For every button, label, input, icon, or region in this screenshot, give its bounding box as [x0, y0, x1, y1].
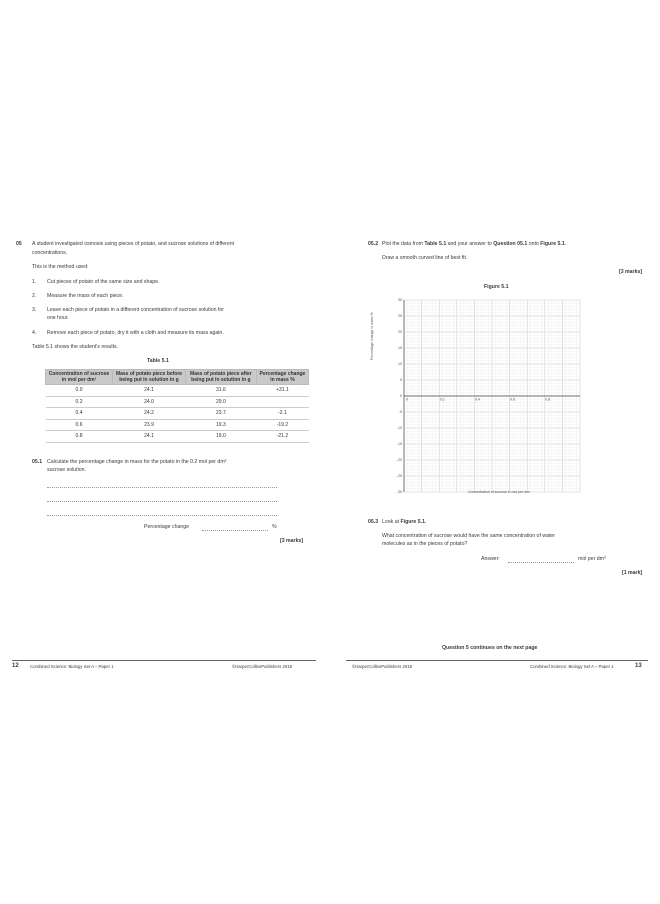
- subquestion-text: [382, 241, 566, 248]
- page-number: 13: [635, 663, 642, 669]
- marks: [3 marks]: [280, 538, 304, 544]
- step-text: Remove each piece of potato, dry it with a cloth and measure its mass again.: [47, 330, 224, 336]
- text-run: .: [564, 241, 567, 247]
- y-tick-label: 10: [398, 362, 402, 367]
- answer-line[interactable]: [202, 530, 268, 531]
- y-axis-label: Percentage change in mass %: [370, 312, 374, 360]
- footer-copyright: ©HarperCollinsPublishers 2018: [352, 664, 413, 669]
- table-cell: 0.8: [46, 431, 113, 443]
- y-tick-label: 5: [400, 378, 402, 383]
- subquestion-text-cont: What concentration of sucrose would have the same concentration of water: [382, 533, 556, 539]
- text-run: .: [424, 519, 427, 525]
- subquestion-text: [382, 519, 426, 526]
- table-cell: 0.0: [46, 385, 113, 397]
- table-cell: 29.0: [185, 396, 256, 408]
- answer-line[interactable]: [508, 562, 574, 563]
- y-tick-label: 25: [398, 314, 402, 319]
- answer-label: Answer:: [481, 556, 500, 562]
- y-tick-label: -5: [398, 410, 402, 415]
- x-tick-label: 0.4: [474, 397, 480, 402]
- table-header: Concentration of sucrose in mol per dm³: [46, 370, 113, 385]
- y-tick-label: 30: [398, 298, 402, 303]
- table-row: [46, 431, 309, 443]
- table-row: [46, 408, 309, 420]
- footer-copyright: ©HarperCollinsPublishers 2018: [232, 664, 293, 669]
- answer-unit: %: [272, 524, 277, 530]
- table-cell: 24.0: [113, 396, 186, 408]
- marks: [1 mark]: [622, 570, 643, 576]
- subquestion-text-cont: Draw a smooth curved line of best fit.: [382, 255, 468, 261]
- table-cell-blank[interactable]: [256, 396, 308, 408]
- table-cell: -2.1: [256, 408, 308, 420]
- text-run-bold: Question 05.1: [493, 241, 528, 247]
- figure-title: Figure 5.1: [484, 284, 509, 290]
- step-text: Leave each piece of potato in a different concentration of sucrose solution for: [47, 307, 224, 313]
- y-tick-label: -10: [396, 426, 402, 431]
- results-intro: Table 5.1 shows the student's results.: [32, 344, 119, 350]
- subquestion-text-cont: sucrose solution.: [47, 467, 86, 473]
- subquestion-text: Calculate the percentage change in mass for the potato in the 0.2 mol per dm³: [47, 459, 227, 465]
- intro-text-cont: concentrations.: [32, 250, 68, 256]
- table-header: Percentage change in mass %: [256, 370, 308, 385]
- table-row: [46, 396, 309, 408]
- y-tick-label: 15: [398, 346, 402, 351]
- footer-title: Combined Science: Biology Set A – Paper 1: [530, 664, 614, 669]
- footer-rule: [12, 660, 316, 661]
- step-text-cont: one hour.: [47, 315, 69, 321]
- table-cell: -21.2: [256, 431, 308, 443]
- table-cell: 24.1: [113, 385, 186, 397]
- table-cell: -19.2: [256, 419, 308, 431]
- text-run-bold: Figure 5.1: [540, 241, 565, 247]
- table-cell: 23.9: [113, 419, 186, 431]
- table-cell: 0.4: [46, 408, 113, 420]
- working-line[interactable]: [47, 487, 277, 488]
- intro-text: A student investigated osmosis using pieces of potato, and sucrose solutions of different: [32, 241, 235, 247]
- table-header: Mass of potato piece after being put in solution in g: [185, 370, 256, 385]
- footer-title: Combined Science: Biology Set A – Paper 1: [30, 664, 114, 669]
- subquestion-number: 05.3: [368, 519, 379, 525]
- graph-figure[interactable]: [392, 294, 582, 504]
- table-cell: 31.6: [185, 385, 256, 397]
- y-tick-label: -20: [396, 458, 402, 463]
- x-axis-label: Concentration of sucrose in mol per dm³: [468, 490, 531, 494]
- text-run: and your answer to: [446, 241, 494, 247]
- table-cell: 19.0: [185, 431, 256, 443]
- y-tick-label: 20: [398, 330, 402, 335]
- working-line[interactable]: [47, 515, 277, 516]
- footer-rule: [346, 660, 648, 661]
- x-tick-label: 0.2: [439, 397, 445, 402]
- step-text: Measure the mass of each piece.: [47, 293, 124, 299]
- x-tick-label: 0: [406, 397, 408, 402]
- working-line[interactable]: [47, 501, 277, 502]
- step-number: 1.: [32, 279, 37, 285]
- table-cell: 19.3: [185, 419, 256, 431]
- step-number: 4.: [32, 330, 37, 336]
- text-run-bold: Figure 5.1: [400, 519, 425, 525]
- table-cell: 0.2: [46, 396, 113, 408]
- y-tick-label: -15: [396, 442, 402, 447]
- table-header: Mass of potato piece before being put in solution in g: [113, 370, 186, 385]
- answer-label: Percentage change: [144, 524, 189, 530]
- text-run-bold: Table 5.1: [424, 241, 447, 247]
- x-tick-label: 0.6: [510, 397, 516, 402]
- y-tick-label: 0: [400, 394, 402, 399]
- results-table: [45, 369, 309, 443]
- table-cell: 24.1: [113, 431, 186, 443]
- table-header-row: [46, 370, 309, 385]
- table-row: [46, 419, 309, 431]
- method-intro: This is the method used:: [32, 264, 89, 270]
- right-page: [330, 0, 660, 904]
- subquestion-text-cont: molecules as in the pieces of potato?: [382, 541, 468, 547]
- question-number: 05: [16, 241, 22, 247]
- table-row: [46, 385, 309, 397]
- table-title: Table 5.1: [147, 358, 169, 364]
- page-number: 12: [12, 663, 19, 669]
- text-run: Plot the data from: [382, 241, 425, 247]
- step-number: 2.: [32, 293, 37, 299]
- text-run: onto: [527, 241, 541, 247]
- text-run: Look at: [382, 519, 401, 525]
- step-number: 3.: [32, 307, 37, 313]
- y-tick-label: -25: [396, 474, 402, 479]
- subquestion-number: 05.2: [368, 241, 379, 247]
- x-tick-label: 0.8: [545, 397, 551, 402]
- continues-note: Question 5 continues on the next page: [442, 645, 538, 651]
- answer-unit: mol per dm³: [578, 556, 606, 562]
- table-cell: 0.6: [46, 419, 113, 431]
- table-cell: 24.2: [113, 408, 186, 420]
- y-tick-label: -30: [396, 490, 402, 495]
- step-text: Cut pieces of potato of the same size and shape.: [47, 279, 160, 285]
- table-cell: +31.1: [256, 385, 308, 397]
- subquestion-number: 05.1: [32, 459, 43, 465]
- table-cell: 23.7: [185, 408, 256, 420]
- marks: [3 marks]: [619, 269, 643, 275]
